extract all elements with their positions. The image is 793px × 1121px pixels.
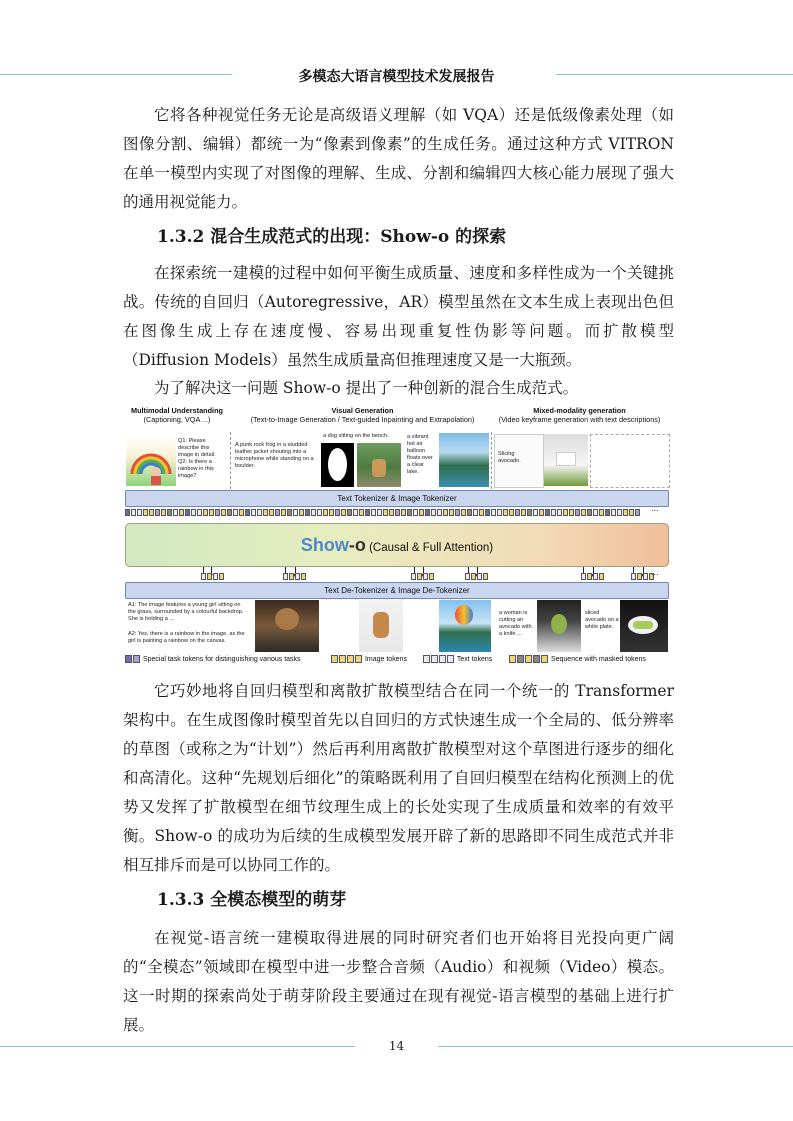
token-square (263, 509, 268, 516)
legend-swatch (509, 655, 516, 663)
token-square (131, 509, 136, 516)
token-square (389, 509, 394, 516)
token-square (599, 509, 604, 516)
token-square (365, 509, 370, 516)
token-square (167, 509, 172, 516)
token-square (563, 509, 568, 516)
token-square (213, 573, 218, 580)
token-square (125, 509, 130, 516)
col2-header (235, 406, 490, 424)
token-square (207, 573, 212, 580)
col2-title: Visual Generation (331, 406, 394, 415)
token-square (347, 509, 352, 516)
token-square (383, 509, 388, 516)
token-square (203, 509, 208, 516)
section-heading-1-3-2: 1.3.2 混合生成范式的出现：Show-o 的探索 (157, 227, 507, 247)
token-square (443, 509, 448, 516)
show-o-logo-suffix: -o (348, 535, 366, 555)
token-square (611, 509, 616, 516)
token-square (401, 509, 406, 516)
balloon-lake-image (439, 600, 491, 652)
token-square (245, 509, 250, 516)
token-square (479, 509, 484, 516)
show-o-architecture-figure (123, 401, 671, 669)
divider (491, 432, 493, 489)
token-square (185, 509, 190, 516)
output-token-row (125, 573, 667, 582)
token-square (637, 573, 642, 580)
token-square (221, 509, 226, 516)
token-square (593, 573, 598, 580)
token-square (269, 509, 274, 516)
token-square (329, 509, 334, 516)
lake-image (439, 433, 489, 487)
legend-masked-label: Sequence with masked tokens (550, 656, 646, 663)
token-square (465, 573, 470, 580)
attention-label: (Causal & Full Attention) (365, 542, 494, 554)
token-square (461, 509, 466, 516)
avocado-shape (551, 614, 567, 634)
token-square (575, 509, 580, 516)
sliced-avocado-text: sliced avocado on a white plate. (585, 610, 619, 630)
legend-swatch (331, 655, 338, 663)
token-square (353, 509, 358, 516)
legend-special-tokens (125, 655, 301, 664)
token-square (359, 509, 364, 516)
token-square (643, 573, 648, 580)
token-square (593, 509, 598, 516)
show-o-core-block (125, 523, 669, 567)
token-square (527, 509, 532, 516)
token-square (471, 573, 476, 580)
token-square (599, 573, 604, 580)
answer-a1-text: A1: The image features a young girl sitting on the grass, surrounded by a colourful backdrop. She is holding a ... (128, 602, 244, 622)
token-square (411, 573, 416, 580)
token-square (215, 509, 220, 516)
slicing-prompt-box (494, 434, 544, 488)
token-square (137, 509, 142, 516)
token-square (483, 573, 488, 580)
legend-masked-tokens (509, 655, 646, 664)
token-square (233, 509, 238, 516)
page-number: 14 (388, 1039, 405, 1053)
token-square (289, 573, 294, 580)
token-square (473, 509, 478, 516)
dog-shape (373, 612, 389, 638)
col3-subtitle: (Video keyframe generation with text descriptions) (498, 415, 661, 424)
token-square (281, 509, 286, 516)
token-square (467, 509, 472, 516)
token-square (335, 509, 340, 516)
token-square (485, 509, 490, 516)
col1-title: Multimodal Understanding (130, 406, 224, 415)
token-square (191, 509, 196, 516)
empty-frame-placeholder (590, 434, 670, 488)
answer-a2-text: A2: Yes, there is a rainbow in the image, as the girl is painting a rainbow on the canvas. (128, 631, 245, 644)
token-square (617, 509, 622, 516)
token-square (551, 509, 556, 516)
token-square (509, 509, 514, 516)
legend-image-tokens (331, 655, 407, 664)
dog-generated-image (359, 600, 403, 652)
ellipsis-top: ... (651, 503, 659, 513)
token-square (317, 509, 322, 516)
col3-title: Mixed-modality generation (533, 406, 626, 415)
token-square (161, 509, 166, 516)
token-square (629, 509, 634, 516)
token-square (395, 509, 400, 516)
token-square (425, 509, 430, 516)
woman-cutting-text: a woman is cutting an avocado with a knife ... (499, 610, 532, 637)
token-square (419, 509, 424, 516)
detokenizer-bar: Text De-Tokenizer & Image De-Tokenizer (125, 582, 669, 599)
token-square (449, 509, 454, 516)
token-square (515, 509, 520, 516)
report-header-title: 多模态大语言模型技术发展报告 (298, 69, 495, 85)
token-square (491, 509, 496, 516)
token-square (371, 509, 376, 516)
token-square (557, 509, 562, 516)
token-square (605, 509, 610, 516)
show-o-logo-text: Show (300, 535, 349, 555)
token-square (587, 573, 592, 580)
token-square (587, 509, 592, 516)
token-square (287, 509, 292, 516)
token-square (407, 509, 412, 516)
balloon-shape (455, 605, 473, 625)
frog-head-shape (275, 608, 299, 630)
token-square (179, 509, 184, 516)
inpaint-mask-image (321, 443, 354, 487)
col1-header (123, 406, 231, 424)
token-square (173, 509, 178, 516)
legend-swatch (133, 655, 140, 663)
token-square (201, 573, 206, 580)
token-square (219, 573, 224, 580)
token-square (429, 573, 434, 580)
token-square (155, 509, 160, 516)
token-square (311, 509, 316, 516)
token-square (503, 509, 508, 516)
rainbow-icon (126, 434, 176, 486)
input-token-row (125, 509, 667, 518)
dog-shape (372, 459, 386, 477)
sliced-avocado-image (620, 600, 668, 652)
section-1-3-3-paragraph: 在视觉-语言统一建模取得进展的同时研究者们也开始将目光投向更广阔的“全模态”领域即在模型中进一步整合音频（Audio）和视频（Video）模态。这一时期的探索尚处于萌芽阶段主要通过在现有视觉-语言模型的基础上进行扩展。 (123, 929, 674, 1034)
token-square (251, 509, 256, 516)
legend-swatch (423, 655, 430, 663)
token-square (437, 509, 442, 516)
legend-swatch (541, 655, 548, 663)
token-square (455, 509, 460, 516)
col1-subtitle: (Captioning, VQA ...) (143, 415, 211, 424)
token-square (631, 573, 636, 580)
col2-subtitle: (Text-to-Image Generation / Text-guided Inpainting and Extrapolation) (250, 415, 475, 424)
legend-image-label: Image tokens (364, 656, 407, 663)
legend-swatch (339, 655, 346, 663)
token-square (581, 509, 586, 516)
token-square (623, 509, 628, 516)
token-square (539, 509, 544, 516)
dog-prompt: a dog sitting on the bench. (323, 433, 389, 439)
slicing-prompt: Slicing avocado. (498, 451, 521, 464)
token-square (431, 509, 436, 516)
token-square (413, 509, 418, 516)
token-square (299, 509, 304, 516)
plate-shape (556, 452, 576, 466)
token-square (533, 509, 538, 516)
token-square (305, 509, 310, 516)
legend-swatch (439, 655, 446, 663)
token-square (521, 509, 526, 516)
mask-shape (328, 448, 347, 481)
token-square (275, 509, 280, 516)
legend-swatch (525, 655, 532, 663)
token-square (545, 509, 550, 516)
legend-swatch (517, 655, 524, 663)
token-square (257, 509, 262, 516)
legend-swatch (355, 655, 362, 663)
token-square (143, 509, 148, 516)
legend-swatch (125, 655, 132, 663)
token-square (417, 573, 422, 580)
token-square (197, 509, 202, 516)
legend-swatch (447, 655, 454, 663)
dog-bench-image (357, 443, 401, 487)
core-label (126, 524, 668, 566)
avocado-cutting-image (537, 600, 581, 652)
token-square (227, 509, 232, 516)
token-square (635, 509, 640, 516)
col3-header (488, 406, 671, 424)
section-1-3-2-paragraph: 在探索统一建模的过程中如何平衡生成质量、速度和多样性成为一个关键挑战。传统的自回归（Autoregressive，AR）模型虽然在文本生成上表现出色但在图像生成上存在速度慢、容易出现重复性伪影等问题。而扩散模型（Diffusion Models）虽然生成质量高但推理速度又是一大瓶颈。 (123, 264, 674, 369)
token-square (295, 573, 300, 580)
figure-lead-paragraph: 为了解决这一问题 Show-o 提出了一种创新的混合生成范式。 (154, 379, 579, 397)
legend-swatch (431, 655, 438, 663)
avocado-slices-shape (633, 621, 653, 629)
token-square (377, 509, 382, 516)
legend-swatch (533, 655, 540, 663)
section-heading-1-3-3: 1.3.3 全模态模型的萌芽 (157, 890, 347, 910)
punk-frog-prompt: A punk rock frog in a studded leather jacket shouting into a microphone while standing on a boulder. (235, 442, 314, 469)
token-square (341, 509, 346, 516)
legend-text-tokens (423, 655, 492, 664)
token-square (581, 573, 586, 580)
token-square (293, 509, 298, 516)
divider (230, 432, 232, 489)
tokenizer-bar: Text Tokenizer & Image Tokenizer (125, 490, 669, 507)
legend-swatch (347, 655, 354, 663)
ellipsis-bottom: ... (651, 567, 659, 577)
token-square (423, 573, 428, 580)
legend-text-label: Text tokens (456, 656, 493, 663)
token-square (149, 509, 154, 516)
token-square (283, 573, 288, 580)
token-square (497, 509, 502, 516)
token-square (569, 509, 574, 516)
balloon-prompt: a vibrant hot air balloon floats over a clear lake. (407, 434, 433, 475)
token-square (239, 509, 244, 516)
avocado-frame-1 (544, 434, 588, 486)
legend-special-label: Special task tokens for distinguishing various tasks (142, 656, 301, 663)
show-o-explanation-paragraph: 它巧妙地将自回归模型和离散扩散模型结合在同一个统一的 Transformer 架构中。在生成图像时模型首先以自回归的方式快速生成一个全局的、低分辨率的草图（或称之为“计划”）然后再利用离散扩散模型对这个草图进行逐步的细化和高清化。这种“先规划后细化”的策略既利用了自回归模型在结构化预测上的优势又发挥了扩散模型在细节纹理生成上的长处实现了生成质量和效率的有效平衡。Show-o 的成功为后续的生成模型发展开辟了新的思路即不同生成范式并非相互排斥而是可以协同工作的。 (123, 682, 674, 874)
intro-paragraph: 它将各种视觉任务无论是高级语义理解（如 VQA）还是低级像素处理（如图像分割、编辑）都统一为“像素到像素”的生成任务。通过这种方式 VITRON 在单一模型内实现了对图像的理解、生成、分割和编辑四大核心能力展现了强大的通用视觉能力。 (123, 106, 674, 211)
rainbow-girl-image (126, 434, 176, 486)
vqa-question-text: Q1: Please describe this image in detail. Q2: Is there a rainbow in this image? (178, 438, 216, 479)
token-square (301, 573, 306, 580)
token-square (209, 509, 214, 516)
punk-frog-image (255, 600, 319, 652)
token-square (323, 509, 328, 516)
token-square (477, 573, 482, 580)
